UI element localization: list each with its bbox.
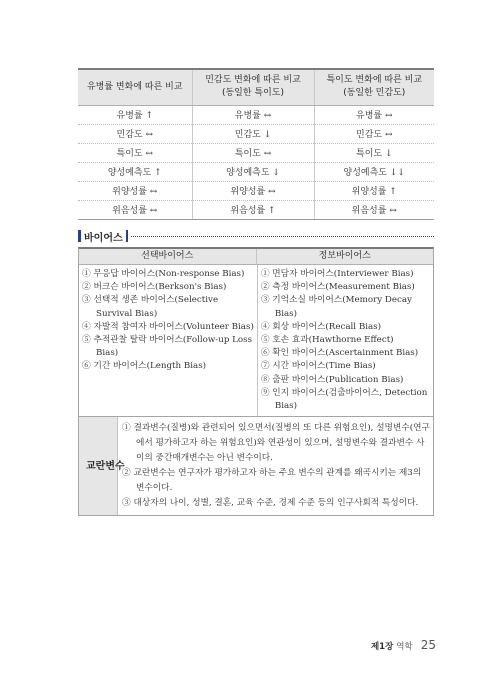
selection-bias-list — [79, 265, 258, 416]
confounder-label-cell — [79, 417, 125, 515]
information-bias-list — [258, 265, 433, 416]
confounder-list — [118, 417, 433, 515]
table-cell: 위양성률 ↔ — [192, 181, 314, 200]
table-cell: 유병률 ↑ — [78, 105, 192, 124]
table-cell: 유병률 ↔ — [314, 105, 434, 124]
list-item: ⑦ 시간 바이어스(Time Bias) — [260, 361, 376, 372]
list-item: ① 결과변수(질병)와 관련되어 있으면서(질병의 또 다른 위험요인), 설명변수(연구에서 평가하고자 하는 위험요인)와 연관성이 있으며, 설명변수와 결과변수 사이의 중간매개변수는 아닌 변수이다. — [122, 423, 430, 464]
section-marker-icon — [78, 230, 81, 242]
bias-section-title — [78, 229, 434, 243]
list-item: ⑨ 인지 바이어스(검출바이어스, Detection Bias) — [260, 387, 428, 412]
bias-table — [78, 247, 434, 516]
header-specificity: 특이도 변화에 따른 비교 (동일한 민감도) — [314, 69, 434, 105]
list-item: ① 무응답 바이어스(Non-response Bias) — [82, 269, 245, 279]
list-item: ① 면담자 바이어스(Interviewer Bias) — [260, 269, 414, 279]
list-item: ② 교란변수는 연구자가 평가하고자 하는 주요 변수의 관계를 왜곡시키는 제3의 변수이다. — [122, 468, 422, 494]
comparison-table — [78, 68, 434, 220]
table-cell: 양성예측도 ↑ — [78, 162, 192, 181]
table-cell: 양성예측도 ↓↓ — [314, 162, 434, 181]
table-cell: 위음성률 ↑ — [192, 200, 314, 219]
header-prevalence: 유병률 변화에 따른 비교 — [78, 69, 192, 105]
list-item: ⑥ 기간 바이어스(Length Bias) — [82, 361, 207, 372]
list-item: ④ 자발적 참여자 바이어스(Volunteer Bias) — [82, 321, 254, 332]
table-cell: 위양성률 ↔ — [78, 181, 192, 200]
table-cell: 위음성률 ↔ — [314, 200, 434, 219]
selection-bias-header: 선택바이어스 — [79, 249, 257, 264]
footer-subject: 역학 — [396, 642, 413, 652]
table-row — [78, 181, 434, 200]
page-footer — [371, 638, 436, 652]
list-item: ⑧ 출판 바이어스(Publication Bias) — [260, 374, 404, 385]
comparison-table-header-row — [78, 69, 434, 105]
table-row — [78, 105, 434, 124]
table-row — [78, 143, 434, 162]
table-row — [78, 124, 434, 143]
information-bias-header: 정보바이어스 — [318, 251, 371, 261]
table-cell: 위양성률 ↑ — [314, 181, 434, 200]
table-cell: 특이도 ↔ — [78, 143, 192, 162]
table-cell: 민감도 ↔ — [314, 124, 434, 143]
table-cell: 양성예측도 ↓ — [192, 162, 314, 181]
table-cell: 위음성률 ↔ — [78, 200, 192, 219]
bias-table-header — [79, 249, 433, 265]
table-row — [78, 162, 434, 181]
list-item: ⑤ 추적관찰 탈락 바이어스(Follow-up Loss Bias) — [82, 335, 253, 359]
dotted-divider — [131, 236, 434, 237]
table-cell: 민감도 ↓ — [192, 124, 314, 143]
list-item: ③ 선택적 생존 바이어스(Selective Survival Bias) — [82, 295, 219, 319]
page-number: 25 — [420, 638, 436, 652]
footer-chapter: 제1장 — [370, 642, 394, 652]
list-item: ④ 회상 바이어스(Recall Bias) — [260, 321, 382, 332]
table-cell: 특이도 ↓ — [314, 143, 434, 162]
bias-table-body — [79, 265, 433, 417]
section-heading: 바이어스 — [84, 232, 123, 244]
table-cell: 특이도 ↔ — [192, 143, 314, 162]
table-cell: 민감도 ↔ — [78, 124, 192, 143]
list-item: ② 측정 바이어스(Measurement Bias) — [260, 282, 415, 293]
list-item: ② 버크슨 바이어스(Berkson's Bias) — [82, 282, 227, 293]
confounder-label: 교란변수 — [86, 460, 125, 472]
list-item: ⑤ 호손 효과(Hawthorne Effect) — [260, 335, 394, 346]
section-marker-icon — [126, 230, 128, 242]
list-item: ⑥ 확인 바이어스(Ascertainment Bias) — [260, 348, 419, 359]
header-sensitivity: 민감도 변화에 따른 비교 (동일한 특이도) — [192, 69, 314, 105]
table-cell: 유병률 ↔ — [192, 105, 314, 124]
list-item: ③ 대상자의 나이, 성별, 결혼, 교육 수준, 경제 수준 등의 인구사회적 특성이다. — [122, 498, 419, 509]
confounder-row — [79, 417, 433, 515]
list-item: ③ 기억소실 바이어스(Memory Decay Bias) — [260, 295, 412, 319]
table-row — [78, 200, 434, 219]
